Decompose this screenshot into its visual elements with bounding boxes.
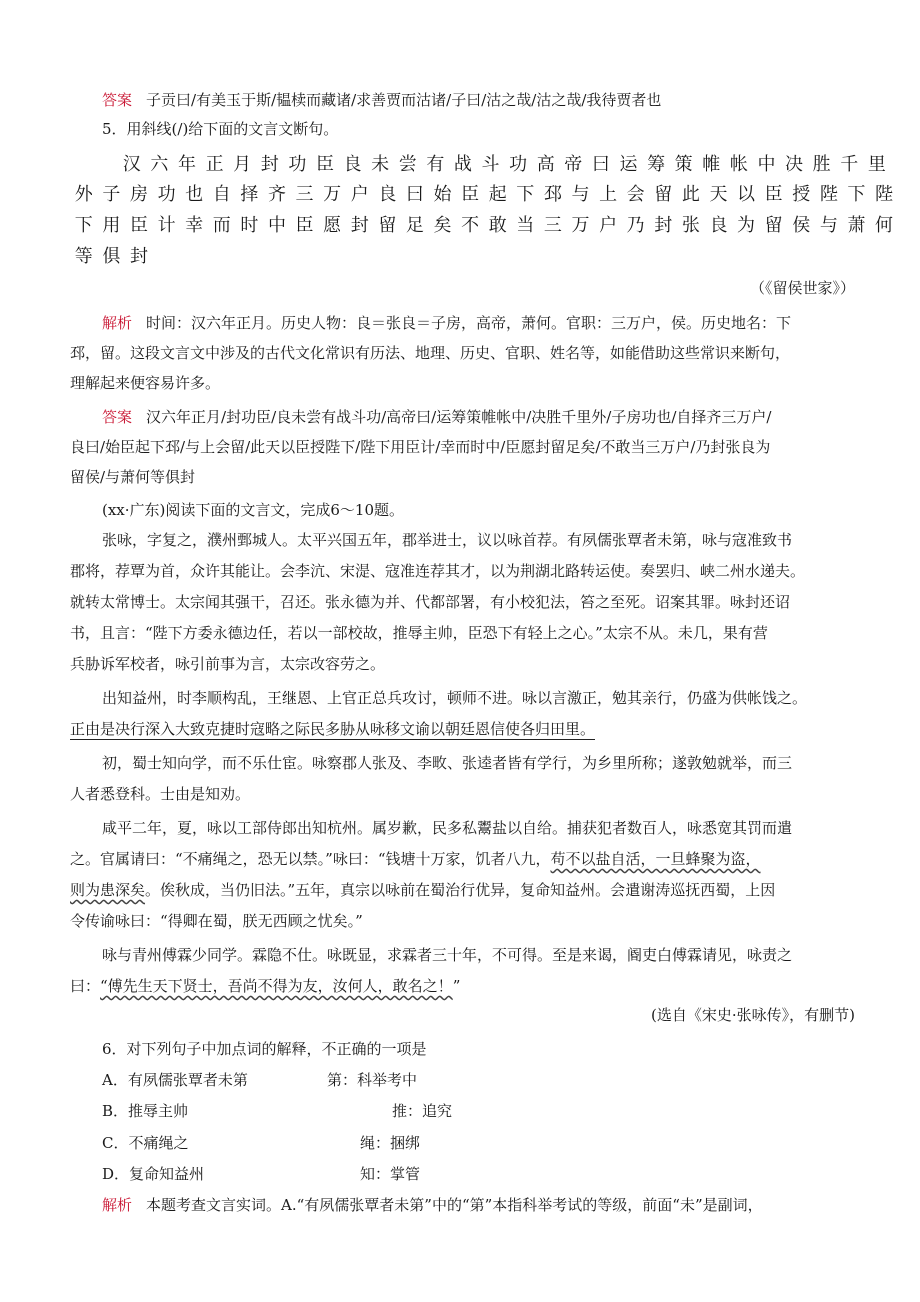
grid-char: 尝 — [398, 154, 417, 175]
grid-char: 曰 — [405, 184, 424, 205]
grid-char: 房 — [129, 184, 148, 205]
grid-char: 筹 — [647, 154, 666, 175]
grid-char: 正 — [205, 154, 224, 175]
q5-analysis-line-2: 邳，留。这段文言文中涉及的古代文化常识有历法、地理、历史、官职、姓名等，如能借助这些常识来断句， — [70, 344, 791, 362]
grid-char: 子 — [102, 184, 121, 205]
grid-char: 上 — [599, 184, 618, 205]
grid-char: 陛 — [819, 184, 838, 205]
q6-option-a — [102, 1070, 855, 1090]
q6-analysis-text: 本题考查文言实词。A.“有夙儒张覃者未第”中的“第”本指科举考试的等级，前面“未”是副词， — [146, 1196, 763, 1214]
grid-char: 千 — [840, 154, 859, 175]
grid-char: 用 — [102, 215, 121, 236]
q4-answer-line — [102, 90, 855, 110]
grid-char: 封 — [260, 154, 279, 175]
q5-analysis-line-3: 理解起来便容易许多。 — [70, 374, 221, 392]
p3-line-2: 人者悉登科。士由是知劝。 — [70, 785, 251, 803]
grid-char: 封 — [129, 246, 148, 267]
grid-row-3 — [70, 211, 898, 235]
q5-analysis-text-1: 时间：汉六年正月。历史人物：良＝张良＝子房，高帝，萧何。官职：三万户，侯。历史地名：下 — [146, 314, 792, 332]
grid-char: 也 — [185, 184, 204, 205]
grid-char: 为 — [737, 215, 756, 236]
grid-char: 帝 — [564, 154, 583, 175]
grid-char: 侯 — [792, 215, 811, 236]
grid-char: 斗 — [481, 154, 500, 175]
grid-char: 年 — [177, 154, 196, 175]
p1-line-5: 兵胁诉军校者，咏引前事为言，太宗改容劳之。 — [70, 655, 386, 673]
grid-char: 汉 — [122, 154, 141, 175]
grid-char: 帷 — [702, 154, 721, 175]
grid-char: 何 — [875, 215, 894, 236]
grid-char: 有 — [426, 154, 445, 175]
grid-char: 臣 — [129, 215, 148, 236]
grid-char: 下 — [74, 215, 93, 236]
grid-char: 幸 — [185, 215, 204, 236]
grid-char: 下 — [516, 184, 535, 205]
grid-char: 良 — [709, 215, 728, 236]
grid-char: 留 — [654, 184, 673, 205]
q5-answer-line-2: 良曰/始臣起下邳/与上会留/此天以臣授陛下/陛下用臣计/幸而时中/臣愿封留足矣/不敢当三万户/乃封张良为 — [70, 438, 771, 456]
grid-char: 与 — [819, 215, 838, 236]
q5-answer-line-1 — [102, 407, 855, 427]
grid-char: 时 — [240, 215, 259, 236]
p1-line-3: 就转太常博士。太宗闻其强干，召还。张永德为并、代都部署，有小校犯法，笞之至死。诏案其罪。咏封还诏 — [70, 593, 791, 611]
grid-char: 敢 — [488, 215, 507, 236]
grid-char: 功 — [157, 184, 176, 205]
p5-line-2-text: 曰： — [70, 977, 101, 995]
grid-char: 三 — [295, 184, 314, 205]
q6-option-b-explain: 推：追究 — [392, 1102, 453, 1120]
grid-char: 而 — [212, 215, 231, 236]
grid-char: 月 — [233, 154, 252, 175]
grid-row-2 — [70, 180, 898, 204]
grid-char: 万 — [323, 184, 342, 205]
grid-char: 萧 — [847, 215, 866, 236]
grid-char: 计 — [157, 215, 176, 236]
grid-row-4 — [70, 242, 153, 266]
grid-char: 自 — [212, 184, 231, 205]
grid-char: 择 — [240, 184, 259, 205]
grid-char: 乃 — [626, 215, 645, 236]
grid-char: 功 — [509, 154, 528, 175]
grid-char: 良 — [378, 184, 397, 205]
analysis-label: 解析 — [102, 314, 133, 332]
grid-row-1 — [118, 150, 891, 174]
q6-option-a-term: A．有夙儒张覃者未第 — [102, 1071, 248, 1089]
grid-char: 良 — [343, 154, 362, 175]
grid-char: 当 — [516, 215, 535, 236]
p5-closing-quote: ” — [452, 977, 461, 995]
grid-char: 与 — [571, 184, 590, 205]
q5-answer-line-3: 留侯/与萧何等俱封 — [70, 468, 196, 486]
q5-prompt: 5．用斜线(/)给下面的文言文断句。 — [102, 120, 339, 138]
grid-char: 里 — [867, 154, 886, 175]
grid-char: 等 — [74, 246, 93, 267]
grid-char: 万 — [571, 215, 590, 236]
grid-char: 齐 — [267, 184, 286, 205]
p2-line-2 — [70, 719, 855, 739]
grid-char: 臣 — [764, 184, 783, 205]
p1-line-4: 书，且言：“陛下方委永德边任，若以一部校故，推辱主帅，臣恐下有轻上之心。”太宗不从。未几，果有营 — [70, 624, 768, 642]
p4-line-1: 咸平二年，夏，咏以工部侍郎出知杭州。属岁歉，民多私鬻盐以自给。捕获犯者数百人，咏悉宽其罚而遣 — [102, 819, 793, 837]
grid-char: 三 — [543, 215, 562, 236]
q5-analysis-line-1 — [102, 313, 855, 333]
q6-option-c-term: C．不痛绳之 — [102, 1134, 189, 1152]
p4-wavy-underlined-2: 则为患深矣 — [70, 881, 146, 899]
grid-char: 决 — [785, 154, 804, 175]
grid-char: 高 — [536, 154, 555, 175]
grid-char: 始 — [433, 184, 452, 205]
grid-char: 愿 — [323, 215, 342, 236]
q6-option-d — [102, 1164, 855, 1184]
p4-line-4: 令传谕咏曰：“得卿在蜀，朕无西顾之忧矣。” — [70, 912, 363, 930]
grid-char: 中 — [267, 215, 286, 236]
p1-line-2: 郡将，荐覃为首，众许其能让。会李沆、宋湜、寇准连荐其才，以为荆湖北路转运使。奏罢归、峡二州水递夫。 — [70, 562, 806, 580]
analysis-label-2: 解析 — [102, 1196, 133, 1214]
passage-source: (选自《宋史·张咏传》，有删节) — [651, 1006, 855, 1024]
q6-option-c-explain: 绳：捆绑 — [360, 1134, 421, 1152]
grid-char: 臣 — [461, 184, 480, 205]
grid-char: 邳 — [543, 184, 562, 205]
grid-char: 户 — [350, 184, 369, 205]
grid-char: 此 — [681, 184, 700, 205]
grid-char: 臣 — [295, 215, 314, 236]
q6-option-b-term: B．推辱主帅 — [102, 1102, 189, 1120]
grid-char: 未 — [371, 154, 390, 175]
grid-char: 下 — [847, 184, 866, 205]
grid-char: 不 — [461, 215, 480, 236]
grid-char: 足 — [405, 215, 424, 236]
grid-char: 臣 — [315, 154, 334, 175]
q6-option-b — [102, 1101, 855, 1121]
grid-char: 战 — [453, 154, 472, 175]
q4-answer-text: 子贡曰/有美玉于斯/韫椟而藏诸/求善贾而沽诸/子曰/沽之哉/沽之哉/我待贾者也 — [146, 91, 662, 109]
q6-option-d-explain: 知：掌管 — [360, 1165, 421, 1183]
p4-line-3-text: 。俟秋成，当仍旧法。”五年，真宗以咏前在蜀治行优异，复命知益州。会遣谢涛巡抚西蜀，上因 — [145, 881, 776, 899]
p5-wavy-underlined: “傅先生天下贤士，吾尚不得为友，汝何人，敢名之！ — [100, 977, 453, 995]
grid-char: 以 — [737, 184, 756, 205]
p5-line-1: 咏与青州傅霖少同学。霖隐不仕。咏既显，求霖者三十年，不可得。至是来谒，阍吏白傅霖请见，咏责之 — [102, 946, 793, 964]
p1-line-1: 张咏，字复之，濮州鄄城人。太平兴国五年，郡举进士，议以咏首荐。有夙儒张覃者未第，咏与寇准致书 — [102, 531, 793, 549]
p4-line-3 — [70, 880, 855, 900]
q5-source: （《留侯世家》） — [749, 279, 855, 297]
p2-underlined-sentence: 正由是决行深入大致克捷时寇略之际民多胁从咏移文谕以朝廷恩信使各归田里。 — [70, 720, 596, 738]
p4-line-2 — [70, 849, 855, 869]
grid-char: 张 — [681, 215, 700, 236]
grid-char: 中 — [757, 154, 776, 175]
passage-intro: (xx·广东)阅读下面的文言文，完成6～10题。 — [102, 501, 405, 519]
grid-char: 胜 — [812, 154, 831, 175]
grid-char: 天 — [709, 184, 728, 205]
grid-char: 留 — [764, 215, 783, 236]
grid-char: 外 — [74, 184, 93, 205]
grid-char: 会 — [626, 184, 645, 205]
grid-char: 封 — [350, 215, 369, 236]
grid-char: 矣 — [433, 215, 452, 236]
grid-char: 运 — [619, 154, 638, 175]
p2-line-1: 出知益州，时李顺构乱，王继恩、上官正总兵攻讨，顿师不进。咏以言激正，勉其亲行，仍盛为供帐饯之。 — [102, 689, 808, 707]
grid-char: 曰 — [591, 154, 610, 175]
q5-answer-text-1: 汉六年正月/封功臣/良未尝有战斗功/高帝曰/运筹策帷帐中/决胜千里外/子房功也/自择齐三万户/ — [146, 408, 772, 426]
q6-analysis-line — [102, 1195, 855, 1215]
answer-label: 答案 — [102, 91, 133, 109]
p4-wavy-underlined-1: 苟不以盐自活，一旦蜂聚为盗， — [550, 850, 761, 868]
grid-char: 起 — [488, 184, 507, 205]
answer-label-2: 答案 — [102, 408, 133, 426]
grid-char: 帐 — [729, 154, 748, 175]
grid-char: 六 — [150, 154, 169, 175]
p4-line-2-text: 之。官属请曰：“不痛绳之，恐无以禁。”咏曰：“钱塘十万家，饥者八九， — [70, 850, 551, 868]
grid-char: 留 — [378, 215, 397, 236]
q6-prompt: 6．对下列句子中加点词的解释，不正确的一项是 — [102, 1040, 427, 1058]
grid-char: 户 — [599, 215, 618, 236]
grid-char: 策 — [674, 154, 693, 175]
grid-char: 封 — [654, 215, 673, 236]
q6-option-d-term: D．复命知益州 — [102, 1165, 205, 1183]
grid-char: 俱 — [102, 246, 121, 267]
q6-option-c — [102, 1133, 855, 1153]
p3-line-1: 初，蜀士知向学，而不乐仕宦。咏察郡人张及、李畋、张逵者皆有学行，为乡里所称；遂敦勉就举，而三 — [102, 754, 793, 772]
p5-line-2 — [70, 976, 855, 996]
grid-char: 授 — [792, 184, 811, 205]
grid-char: 陛 — [875, 184, 894, 205]
grid-char: 功 — [288, 154, 307, 175]
q6-option-a-explain: 第：科举考中 — [327, 1071, 418, 1089]
